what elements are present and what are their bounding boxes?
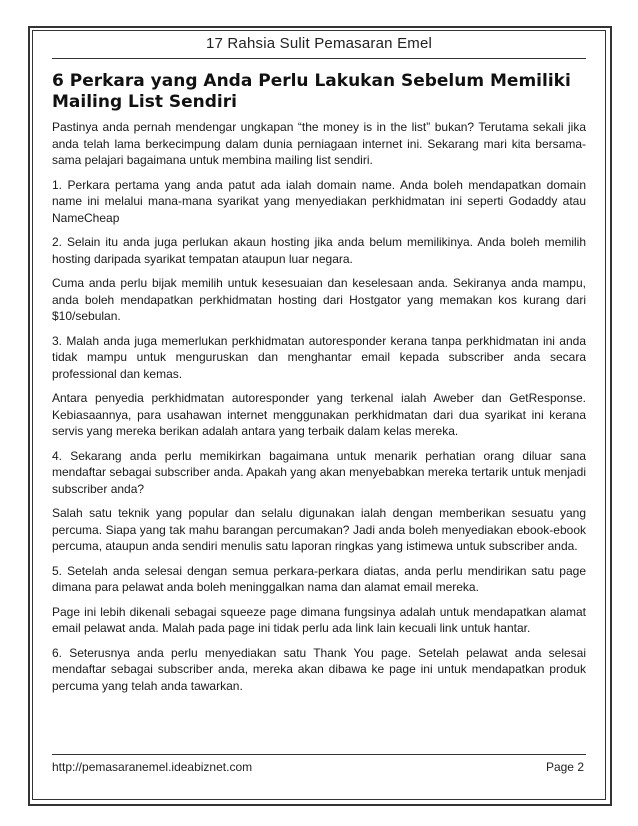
paragraph-intro: Pastinya anda pernah mendengar ungkapan “the money is in the list” bukan? Terutama sekali jika anda telah lama berkecimpung dalam dunia perniagaan internet ini. Sekarang mari kita bersama-sama pelajari bagaimana untuk membina mailing list sendiri. [52, 120, 586, 167]
footer-url: http://pemasaranemel.ideabiznet.com [52, 760, 253, 774]
page-number: Page 2 [545, 760, 584, 774]
article-body [52, 71, 586, 702]
paragraph-hosting-note: Cuma anda perlu bijak memilih untuk kesesuaian dan keselesaan anda. Sekiranya anda mampu, anda boleh mendapatkan perkhidmatan hosting dari Hostgator yang memakan kos kurang dari $10/sebulan. [52, 276, 586, 323]
paragraph-squeeze-note: Page ini lebih dikenali sebagai squeeze page dimana fungsinya adalah untuk mendapatkan alamat email pelawat anda. Malah pada page ini tidak perlu ada link lain kecuali link untuk hantar. [52, 604, 586, 635]
article-title: 6 Perkara yang Anda Perlu Lakukan Sebelum Memiliki Mailing List Sendiri [52, 71, 571, 112]
paragraph-step-2: 2. Selain itu anda juga perlukan akaun hosting jika anda belum memilikinya. Anda boleh memilih hosting daripada syarikat tempatan ataupun luar negara. [52, 235, 586, 266]
paragraph-step-3: 3. Malah anda juga memerlukan perkhidmatan autoresponder kerana tanpa perkhidmatan ini anda tidak mampu untuk menguruskan dan menghantar email kepada subscriber anda secara professional dan kemas. [52, 333, 586, 381]
paragraph-freebie-note: Salah satu teknik yang popular dan selalu digunakan ialah dengan memberikan sesuatu yang percuma. Siapa yang tak mahu barangan percumakan? Jadi anda boleh menyediakan ebook-ebook percuma, ataupun anda sendiri menulis satu laporan ringkas yang istimewa untuk subscriber anda. [52, 506, 586, 553]
paragraph-step-4: 4. Sekarang anda perlu memikirkan bagaimana untuk menarik perhatian orang diluar sana mendaftar sebagai subscriber anda. Apakah yang akan menyebabkan mereka tertarik untuk menjadi subscriber anda? [52, 448, 586, 496]
footer-divider [52, 754, 586, 755]
paragraph-autoresponder-note: Antara penyedia perkhidmatan autoresponder yang terkenal ialah Aweber dan GetResponse. Kebiasaannya, para usahawan internet menggunakan perkhidmatan dari dua syarikat ini kerana servis yang mereka berikan adalah antara yang terbaik dalam kelas mereka. [52, 391, 586, 438]
paragraph-step-5: 5. Setelah anda selesai dengan semua perkara-perkara diatas, anda perlu mendirikan satu page dimana para pelawat anda boleh meninggalkan nama dan alamat email mereka. [52, 563, 586, 594]
header-divider [52, 58, 586, 59]
paragraph-step-6: 6. Seterusnya anda perlu menyediakan satu Thank You page. Setelah pelawat anda selesai mendaftar sebagai subscriber anda, mereka akan dibawa ke page ini untuk mendapatkan produk percuma yang telah anda tawarkan. [52, 645, 586, 693]
running-header: 17 Rahsia Sulit Pemasaran Emel [205, 35, 433, 52]
paragraph-step-1: 1. Perkara pertama yang anda patut ada ialah domain name. Anda boleh mendapatkan domain name ini melalui mana-mana syarikat yang menyediakan perkhidmatan ini seperti Godaddy atau NameCheap [52, 177, 586, 225]
